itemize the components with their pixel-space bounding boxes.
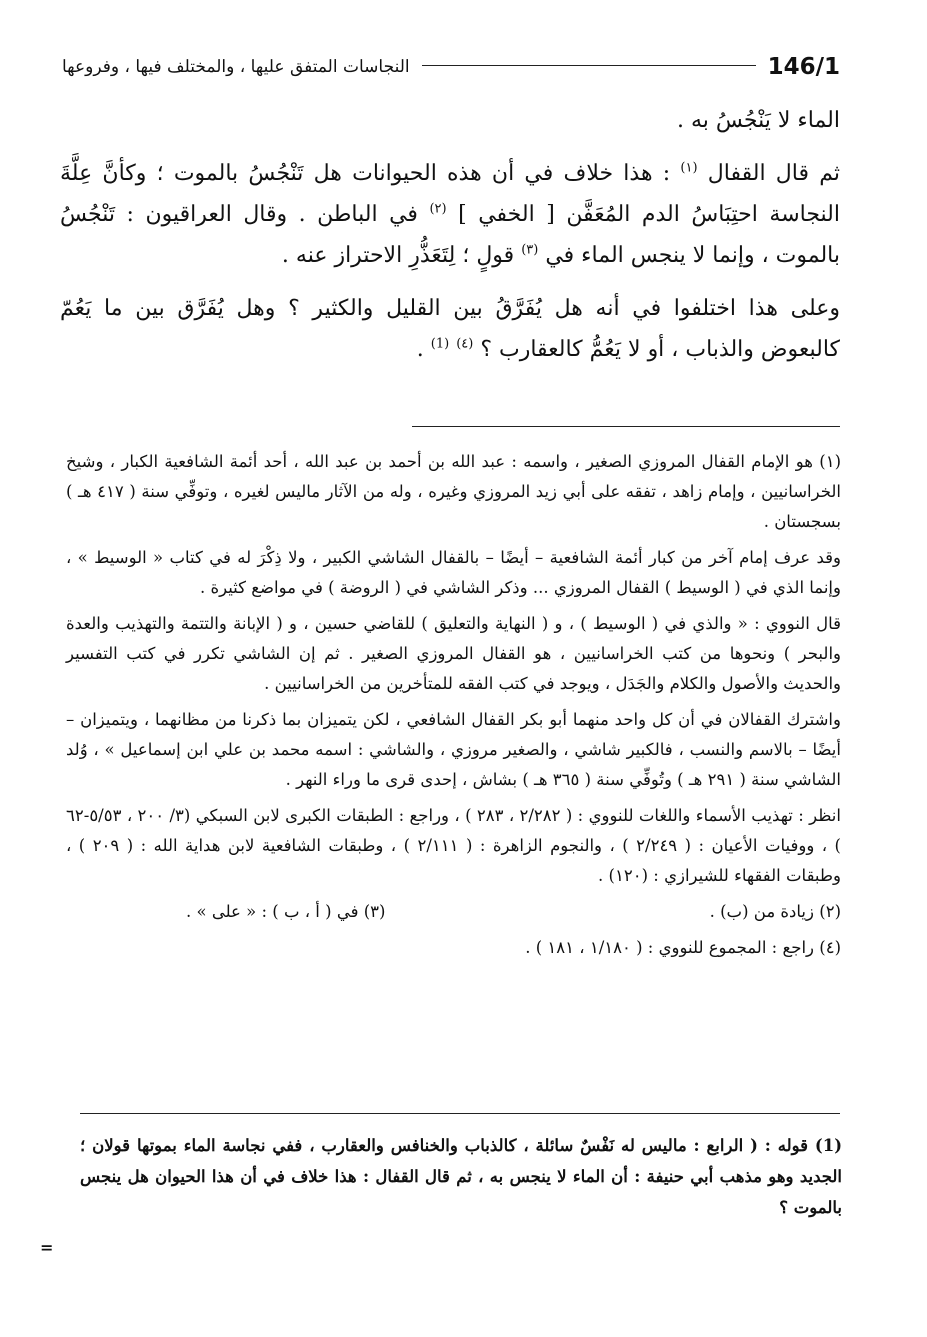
footnote-row-2-3	[66, 897, 841, 927]
footnote-3: (٣) في ( أ ، ب ) : « على » .	[186, 902, 386, 921]
paragraph-2-a: ثم قال القفال	[707, 161, 840, 186]
main-text	[60, 100, 840, 382]
paragraph-1-text: الماء لا يَنْجُسُ به .	[676, 108, 840, 133]
footnote-ref-1: (١)	[680, 160, 698, 176]
header-rule	[422, 65, 756, 66]
continuation-mark: =	[40, 1238, 54, 1257]
page-header	[62, 52, 840, 92]
paragraph-2-c: في الباطن . وقال العراقيون : تَنْجُسُ بالموت ، وإنما لا ينجس الماء في	[60, 202, 840, 268]
page-number: 146/1	[767, 54, 840, 80]
paragraph-2	[60, 153, 840, 276]
paragraph-2-d: قولٍ ؛ لِتَعَذُّرِ الاحتراز عنه .	[281, 243, 515, 268]
footnote-4: (٤) راجع : المجموع للنووي : ( ١/١٨٠ ، ١٨١ ) .	[525, 938, 841, 957]
bottom-note-ref-1: (1)	[430, 336, 450, 352]
footnotes	[66, 447, 841, 969]
running-title: النجاسات المتفق عليها ، والمختلف فيها ، وفروعها	[62, 57, 410, 77]
footnote-ref-4: (٤)	[456, 336, 474, 352]
footnote-separator	[412, 426, 840, 427]
footnote-1-para-5: انظر : تهذيب الأسماء واللغات للنووي : ( ٢/٢٨٢ ، ٢٨٣ ) ، وراجع : الطبقات الكبرى لابن السبكي (٣/ ٢٠٠ ، ٥/٥٣-٦٢ ) ، ووفيات الأعيان : ( ٢/٢٤٩ ) ، والنجوم الزاهرة : ( ٢/١١١ ) ، وطبقات الشافعية لابن هداية الله : ( ٢٠٩ ) ، وطبقات الفقهاء للشيرازي : (١٢٠) .	[66, 806, 841, 885]
footnote-ref-3: (٣)	[521, 242, 539, 258]
paragraph-3-end: .	[416, 337, 424, 362]
footnote-ref-2: (٢)	[429, 201, 447, 217]
paragraph-1	[60, 100, 840, 141]
footnote-1: (١) هو الإمام القفال المروزي الصغير ، واسمه : عبد الله بن أحمد بن عبد الله ، أحد أئمة الشافعية الكبار ، وشيخ الخراسانيين ، وإمام زاهد ، تفقه على أبي زيد المروزي وغيره ، وله من الآثار ماليس لغيره ، وتوفِّي سنة ( ٤١٧ هـ ) بسجستان .	[66, 452, 842, 531]
bottom-notes	[80, 1130, 842, 1223]
footnote-1-para-4: واشترك القفالان في أن كل واحد منهما أبو بكر القفال الشافعي ، لكن يتميزان بما ذكرنا من مظانهما ، ويتميزان – أيضًا – بالاسم والنسب ، فالكبير شاشي ، والصغير مروزي ، والشاشي : اسمه محمد بن علي ابن إسماعيل » ، وُلد الشاشي سنة ( ٢٩١ هـ ) وتُوفِّي سنة ( ٣٦٥ هـ ) بشاش ، إحدى قرى ما وراء النهر .	[66, 710, 841, 789]
paragraph-3-a: وعلى هذا اختلفوا في أنه هل يُفَرَّقُ بين القليل والكثير ؟ وهل يُفَرَّق بين ما يَعُمّ كالبعوض والذباب ، أو لا يَعُمُّ كالعقارب ؟	[60, 296, 840, 362]
footnote-1-para-3: قال النووي : « والذي في ( الوسيط ) ، و ( النهاية والتعليق ) للقاضي حسين ، و ( الإبانة والتتمة والتهذيب والعدة والبحر ) ونحوها من كتب الخراسانيين ، هو القفال المروزي الصغير . ثم إن الشاشي تكرر في كتب التفسير والحديث والأصول والكلام والجَدَل ، ويوجد في كتب الفقه للمتأخرين من الخراسانيين .	[66, 614, 841, 693]
paragraph-3	[60, 288, 840, 370]
bottom-note-1: (1) قوله : ( الرابع : ماليس له نَفْسٌ سائلة ، كالذباب والخنافس والعقارب ، ففي نجاسة الماء بموتها قولان ؛ الجديد وهو مذهب أبي حنيفة : أن الماء لا ينجس به ، ثم قال القفال : هذا خلاف في أن هذا الحيوان هل ينجس بالموت ؟	[80, 1136, 842, 1217]
bottom-note-separator	[80, 1113, 840, 1114]
paragraph-2-b: : هذا خلاف في أن هذه الحيوانات هل تَنْجُسُ بالموت ؛ وكأنَّ عِلَّةَ النجاسة احتِبَاسُ الدم المُعَفَّن [ الخفي ]	[60, 161, 840, 227]
footnote-1-para-2: وقد عرف إمام آخر من كبار أئمة الشافعية – أيضًا – بالقفال الشاشي الكبير ، ولا ذِكْرَ له في كتاب « الوسيط » ، وإنما الذي في ( الوسيط ) القفال المروزي ... وذكر الشاشي في ( الروضة ) في مواضع كثيرة .	[66, 548, 841, 597]
footnote-2: (٢) زيادة من (ب) .	[709, 902, 841, 921]
